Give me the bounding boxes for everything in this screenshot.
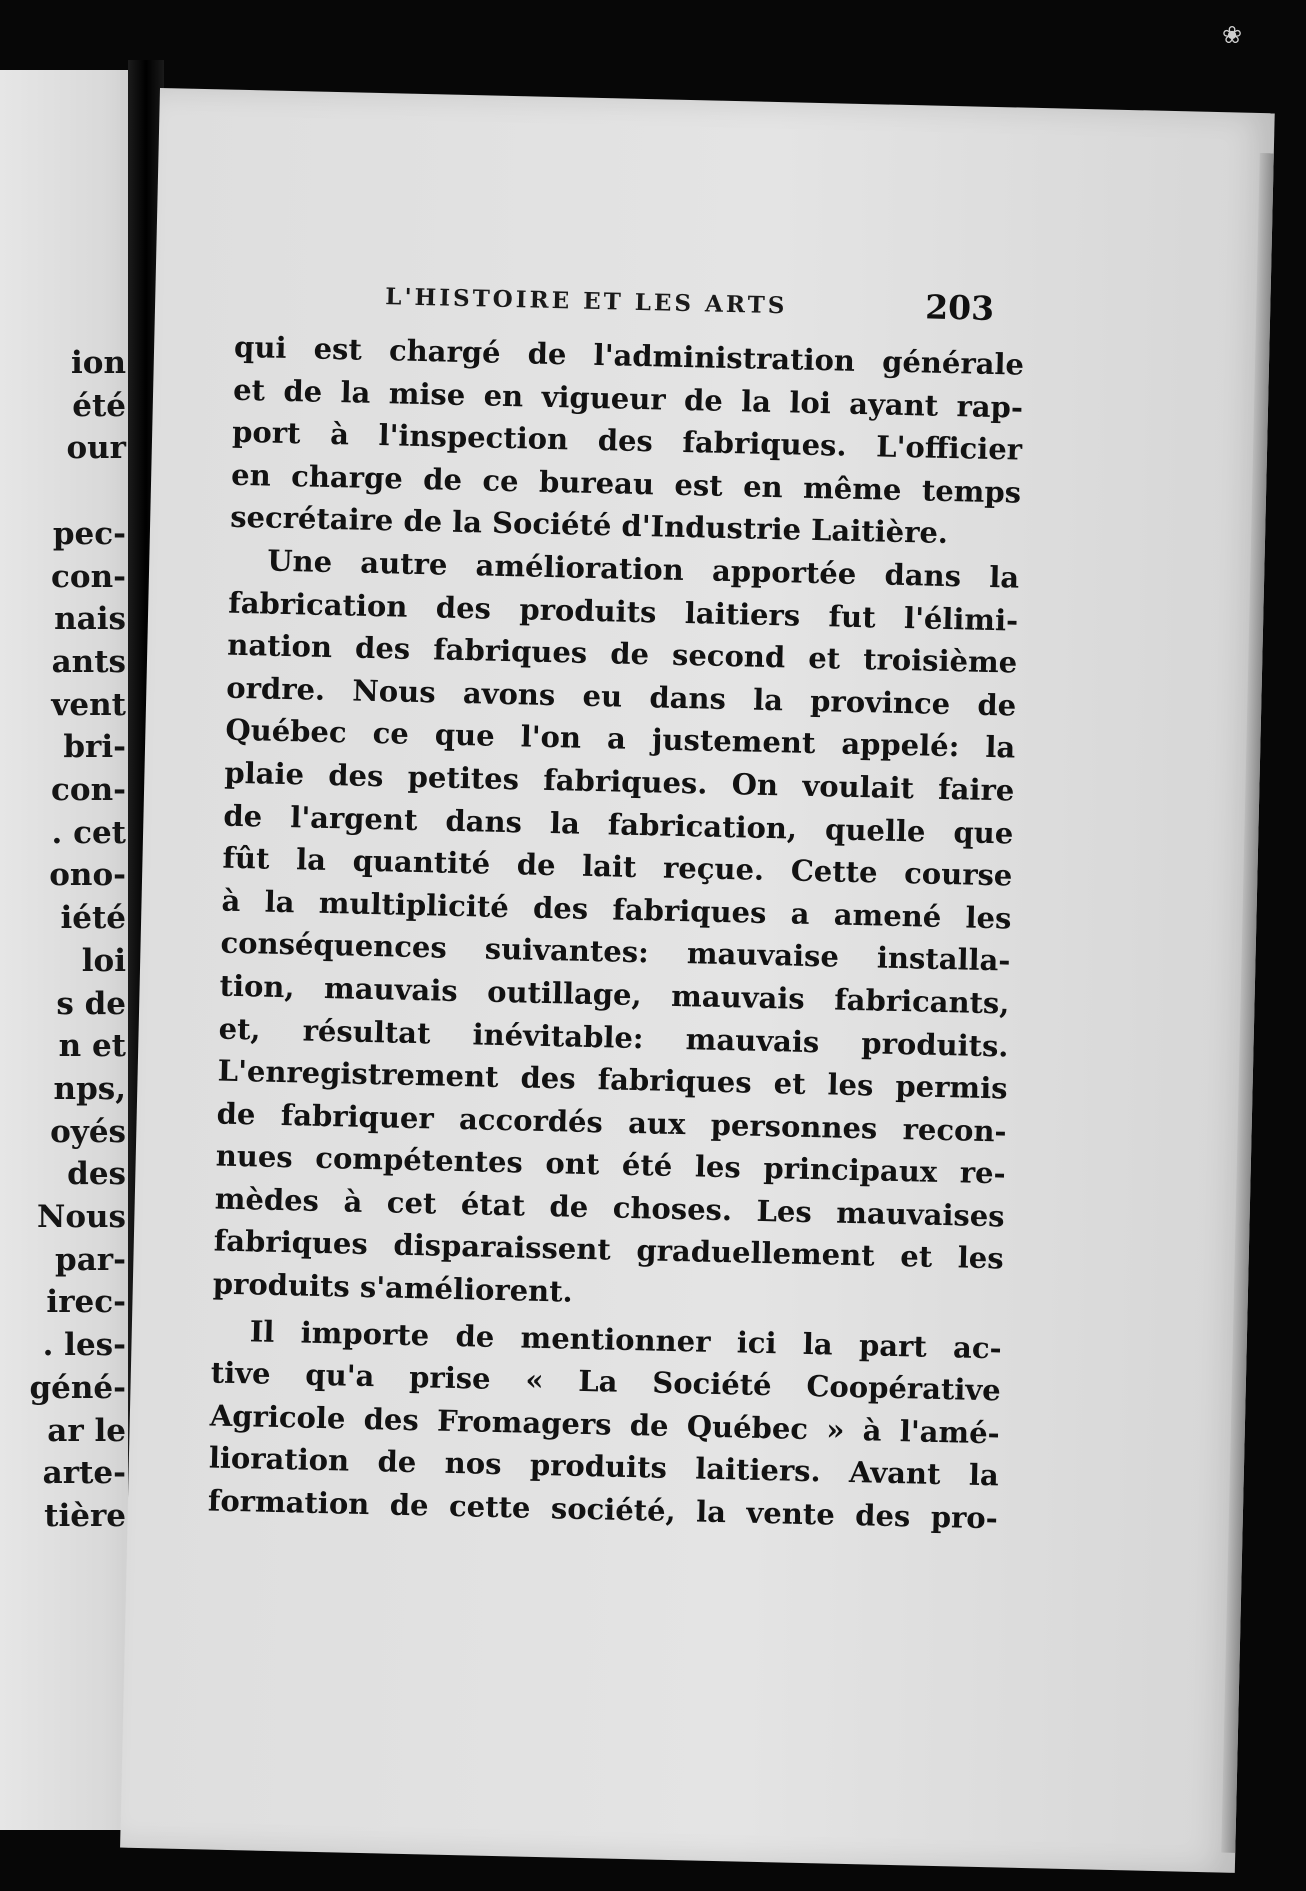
left-page-fragment bbox=[0, 70, 132, 1830]
text-line: lioration de nos produits laitiers. Avant la bbox=[208, 1440, 1000, 1493]
left-fragment-line: n et bbox=[58, 1028, 126, 1065]
left-fragment-line: tière bbox=[44, 1497, 126, 1534]
body-text bbox=[207, 326, 1024, 1540]
page-number: 203 bbox=[924, 287, 995, 328]
left-fragment-line: Nous bbox=[36, 1199, 126, 1236]
text-line: en charge de ce bureau est en même temps bbox=[230, 457, 1022, 510]
left-fragment-line: iété bbox=[60, 900, 126, 937]
left-fragment-line: vent bbox=[51, 686, 126, 723]
text-line: L'enregistrement des fabriques et les permis bbox=[217, 1053, 1008, 1106]
text-line: et de la mise en vigueur de la loi ayant rap- bbox=[232, 372, 1024, 425]
left-fragment-line: . les- bbox=[42, 1327, 126, 1364]
right-page bbox=[120, 88, 1275, 1873]
text-line: qui est chargé de l'administration générale bbox=[233, 329, 1025, 382]
left-fragment-line: con- bbox=[51, 558, 126, 595]
left-fragment-line: nps, bbox=[53, 1070, 126, 1107]
left-fragment-line: our bbox=[66, 430, 126, 467]
text-line: Une autre amélioration apportée dans la bbox=[266, 543, 1020, 595]
text-line: formation de cette société, la vente des pro- bbox=[207, 1483, 999, 1536]
left-page-text bbox=[29, 342, 126, 1538]
page-edge bbox=[1221, 153, 1274, 1853]
text-line: port à l'inspection des fabriques. L'officier bbox=[231, 414, 1023, 467]
running-title: L'HISTOIRE ET LES ARTS bbox=[385, 283, 788, 320]
left-fragment-line: s de bbox=[56, 985, 126, 1022]
text-line: Québec ce que l'on a justement appelé: la bbox=[225, 712, 1016, 765]
text-line: à la multiplicité des fabriques a amené les bbox=[221, 883, 1012, 936]
text-line: conséquences suivantes: mauvaise installa- bbox=[220, 925, 1011, 978]
left-fragment-line: ants bbox=[51, 643, 126, 680]
left-fragment-line: oyés bbox=[50, 1113, 126, 1150]
text-line: ordre. Nous avons eu dans la province de bbox=[226, 670, 1017, 723]
text-line: tion, mauvais outillage, mauvais fabricants, bbox=[219, 968, 1010, 1021]
text-line: de l'argent dans la fabrication, quelle que bbox=[223, 798, 1014, 851]
left-fragment-line: loi bbox=[81, 942, 126, 979]
text-line: nues compétentes ont été les principaux re- bbox=[215, 1138, 1006, 1191]
left-fragment-line: nais bbox=[54, 601, 126, 638]
text-line: fabriques disparaissent graduellement et les bbox=[213, 1223, 1005, 1276]
text-line: plaie des petites fabriques. On voulait faire bbox=[224, 755, 1015, 808]
text-line: Il importe de mentionner ici la part ac- bbox=[249, 1314, 1003, 1366]
left-fragment-line: géné- bbox=[29, 1369, 126, 1406]
left-fragment-line: ar le bbox=[47, 1412, 126, 1449]
text-line: secrétaire de la Société d'Industrie Laitière. bbox=[229, 500, 949, 551]
text-line: de fabriquer accordés aux personnes recon- bbox=[216, 1096, 1007, 1149]
scan-artifact-icon: ❀ bbox=[1222, 21, 1243, 49]
left-fragment-line: . cet bbox=[51, 814, 126, 851]
text-line: tive qu'a prise « La Société Coopérative bbox=[210, 1355, 1002, 1408]
left-fragment-line: par- bbox=[55, 1241, 126, 1278]
text-line: produits s'améliorent. bbox=[212, 1266, 574, 1309]
text-line: fabrication des produits laitiers fut l'élimi- bbox=[227, 585, 1019, 638]
text-line: fût la quantité de lait reçue. Cette course bbox=[222, 840, 1013, 893]
text-line: nation des fabriques de second et troisième bbox=[226, 627, 1018, 680]
left-fragment-line: con- bbox=[51, 772, 126, 809]
left-fragment-line: ion bbox=[71, 345, 126, 381]
left-fragment-line: arte- bbox=[42, 1455, 126, 1492]
left-fragment-line bbox=[29, 470, 126, 513]
left-fragment-line: ono- bbox=[49, 857, 126, 894]
text-line: Agricole des Fromagers de Québec » à l'amé- bbox=[209, 1398, 1001, 1451]
left-fragment-line: été bbox=[72, 387, 126, 424]
left-fragment-line: pec- bbox=[52, 515, 126, 552]
left-fragment-line: irec- bbox=[46, 1284, 126, 1321]
text-line: et, résultat inévitable: mauvais produits. bbox=[218, 1011, 1009, 1063]
left-fragment-line: bri- bbox=[63, 729, 126, 766]
left-fragment-line: des bbox=[67, 1156, 126, 1193]
text-line: mèdes à cet état de choses. Les mauvaises bbox=[214, 1181, 1006, 1234]
